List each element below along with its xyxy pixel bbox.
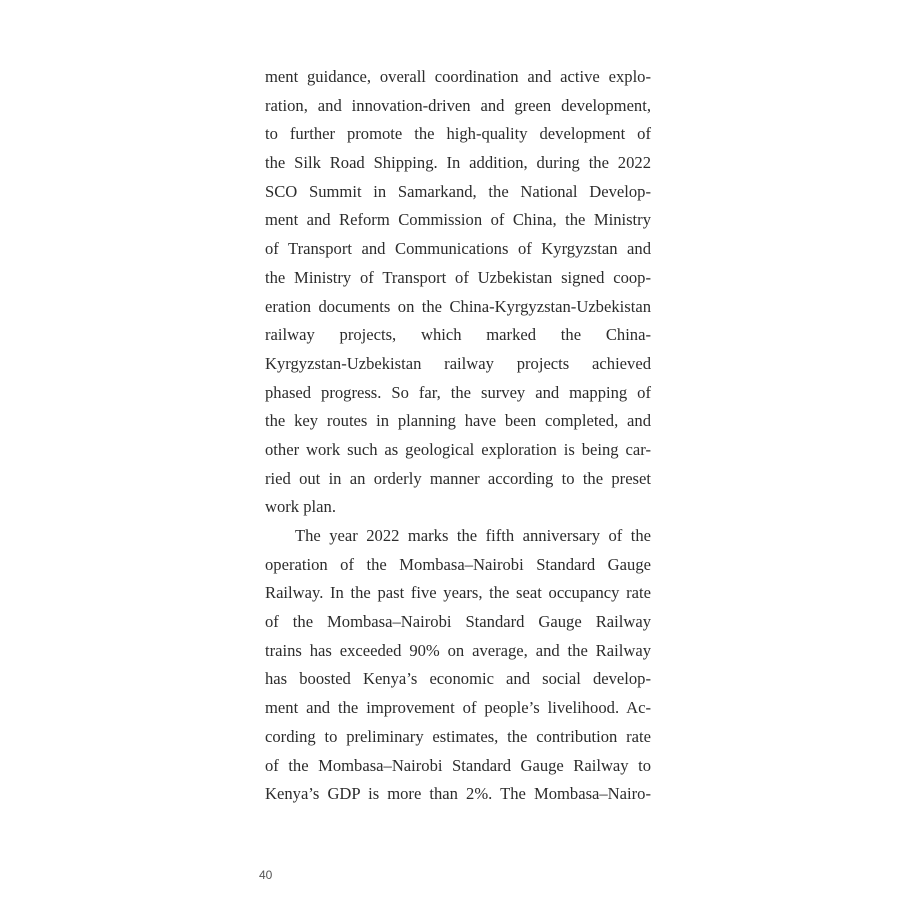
text-line: of the Mombasa–Nairobi Standard Gauge Railway (265, 612, 651, 632)
text-line: SCO Summit in Samarkand, the National Develop- (265, 181, 651, 201)
text-line: ment and Reform Commission of China, the Ministry (265, 210, 651, 230)
text-line: the Silk Road Shipping. In addition, during the 2022 (265, 153, 651, 173)
text-line: phased progress. So far, the survey and mapping of (265, 382, 651, 402)
text-line: has boosted Kenya’s economic and social develop- (265, 669, 651, 689)
text-line: cording to preliminary estimates, the contribution rate (265, 726, 651, 746)
text-line: Kenya’s GDP is more than 2%. The Mombasa–Nairo- (265, 784, 651, 804)
text-line: the key routes in planning have been completed, and (265, 411, 651, 431)
body-text (265, 63, 651, 809)
text-line: ment and the improvement of people’s livelihood. Ac- (265, 698, 651, 718)
text-line: ration, and innovation-driven and green development, (265, 95, 651, 115)
text-line: railway projects, which marked the China- (265, 325, 651, 345)
text-line: to further promote the high-quality development of (265, 124, 651, 144)
text-line: of Transport and Communications of Kyrgyzstan and (265, 239, 651, 259)
text-line: other work such as geological exploration is being car- (265, 439, 651, 459)
text-line: the Ministry of Transport of Uzbekistan signed coop- (265, 267, 651, 287)
text-line: Kyrgyzstan-Uzbekistan railway projects achieved (265, 353, 651, 373)
text-line: operation of the Mombasa–Nairobi Standard Gauge (265, 554, 651, 574)
text-line: trains has exceeded 90% on average, and the Railway (265, 640, 651, 660)
paragraph (265, 63, 651, 522)
text-line: eration documents on the China-Kyrgyzstan-Uzbekistan (265, 296, 651, 316)
text-line: The year 2022 marks the fifth anniversary of the (295, 526, 651, 545)
page-number: 40 (259, 868, 273, 882)
paragraph (265, 522, 651, 809)
text-line: ment guidance, overall coordination and active explo- (265, 67, 651, 86)
text-line: work plan. (265, 497, 336, 517)
text-line: ried out in an orderly manner according to the preset (265, 468, 651, 488)
text-line: Railway. In the past five years, the seat occupancy rate (265, 583, 651, 603)
text-line: of the Mombasa–Nairobi Standard Gauge Railway to (265, 755, 651, 775)
